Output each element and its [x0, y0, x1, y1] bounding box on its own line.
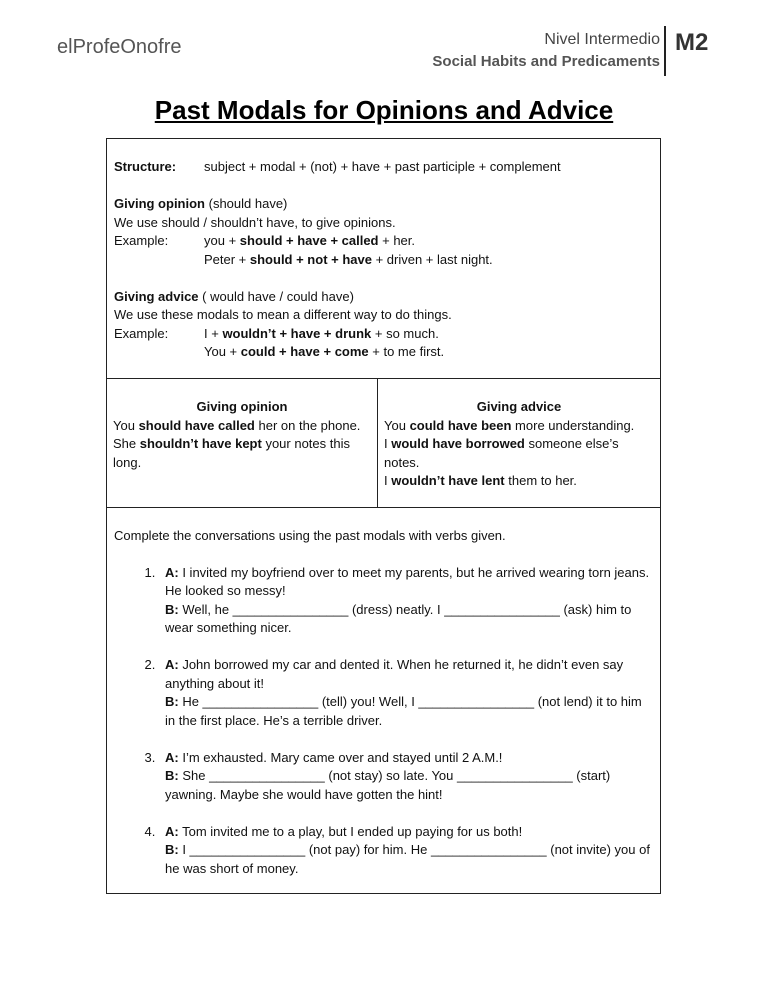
speaker-b-line: B: She ________________ (not stay) so late. You ________________ (start) yawning. Maybe she would have gotten the hint! [165, 768, 611, 802]
advice-heading: Giving advice ( would have / could have) [114, 288, 354, 304]
structure-formula: subject + modal + (not) + have + past participle + complement [204, 159, 561, 174]
advice-column [378, 379, 660, 507]
example-label: Example: [114, 325, 169, 341]
speaker-a-line: 4. A: Tom invited me to a play, but I ended up paying for us both! [165, 823, 523, 839]
opinion-column [107, 379, 378, 507]
speaker-b-line: B: I ________________ (not pay) for him. He ________________ (not invite) you of he was short of money. [165, 842, 650, 876]
grammar-rules-box [106, 138, 661, 379]
exercise-item [159, 656, 653, 730]
exercise-instruction: Complete the conversations using the past modals with verbs given. [114, 528, 506, 543]
header-divider [664, 26, 666, 76]
exercise-list [114, 564, 653, 879]
opinion-example-sentence: You should have called her on the phone. [113, 417, 361, 433]
advice-example-2: You + could + have + come + to me first. [204, 344, 445, 359]
page-title: Past Modals for Opinions and Advice [154, 95, 614, 125]
examples-table [106, 378, 661, 508]
level-label: Nivel Intermedio [544, 31, 660, 48]
exercise-item [159, 823, 653, 879]
exercise-item [159, 749, 653, 805]
topic-label: Social Habits and Predicaments [432, 53, 660, 70]
example-label: Example: [114, 233, 169, 248]
advice-example-sentence: I wouldn’t have lent them to her. [384, 473, 577, 488]
opinion-example-2: Peter + should + not + have + driven + last night. [204, 251, 493, 267]
speaker-a-line: 3. A: I’m exhausted. Mary came over and stayed until 2 A.M.! [165, 749, 503, 765]
structure-label: Structure: [114, 159, 177, 174]
advice-description: We use these modals to mean a different way to do things. [114, 307, 452, 322]
advice-example-sentence: You could have been more understanding. [384, 417, 635, 433]
opinion-heading: Giving opinion (should have) [114, 196, 288, 211]
speaker-a-line: 2. A: John borrowed my car and dented it. When he returned it, he didn’t even say anything about it! [165, 657, 624, 691]
advice-column-title: Giving advice [476, 399, 562, 414]
brand-name: elProfeOnofre [57, 36, 182, 58]
advice-example-1: Example: I + wouldn’t + have + drunk + so much. [114, 325, 653, 344]
opinion-example-1: Example: you + should + have + called + her. [114, 232, 653, 251]
speaker-b-line: B: Well, he ________________ (dress) neatly. I ________________ (ask) him to wear something nicer. [165, 601, 632, 635]
opinion-example-sentence: She shouldn’t have kept your notes this long. [113, 436, 350, 470]
speaker-b-line: B: He ________________ (tell) you! Well, I ________________ (not lend) it to him in the first place. He’s a terrible driver. [165, 694, 642, 728]
header-info [432, 29, 660, 73]
opinion-column-title: Giving opinion [196, 399, 288, 414]
advice-example-sentence: I would have borrowed someone else’s notes. [384, 436, 619, 470]
exercise-item [159, 564, 653, 638]
speaker-a-line: 1. A: I invited my boyfriend over to meet my parents, but he arrived wearing torn jeans. He looked so messy! [165, 564, 650, 598]
exercise-box [106, 507, 661, 894]
opinion-description: We use should / shouldn’t have, to give opinions. [114, 214, 396, 230]
module-code: M2 [675, 29, 709, 56]
structure-row [114, 158, 653, 177]
